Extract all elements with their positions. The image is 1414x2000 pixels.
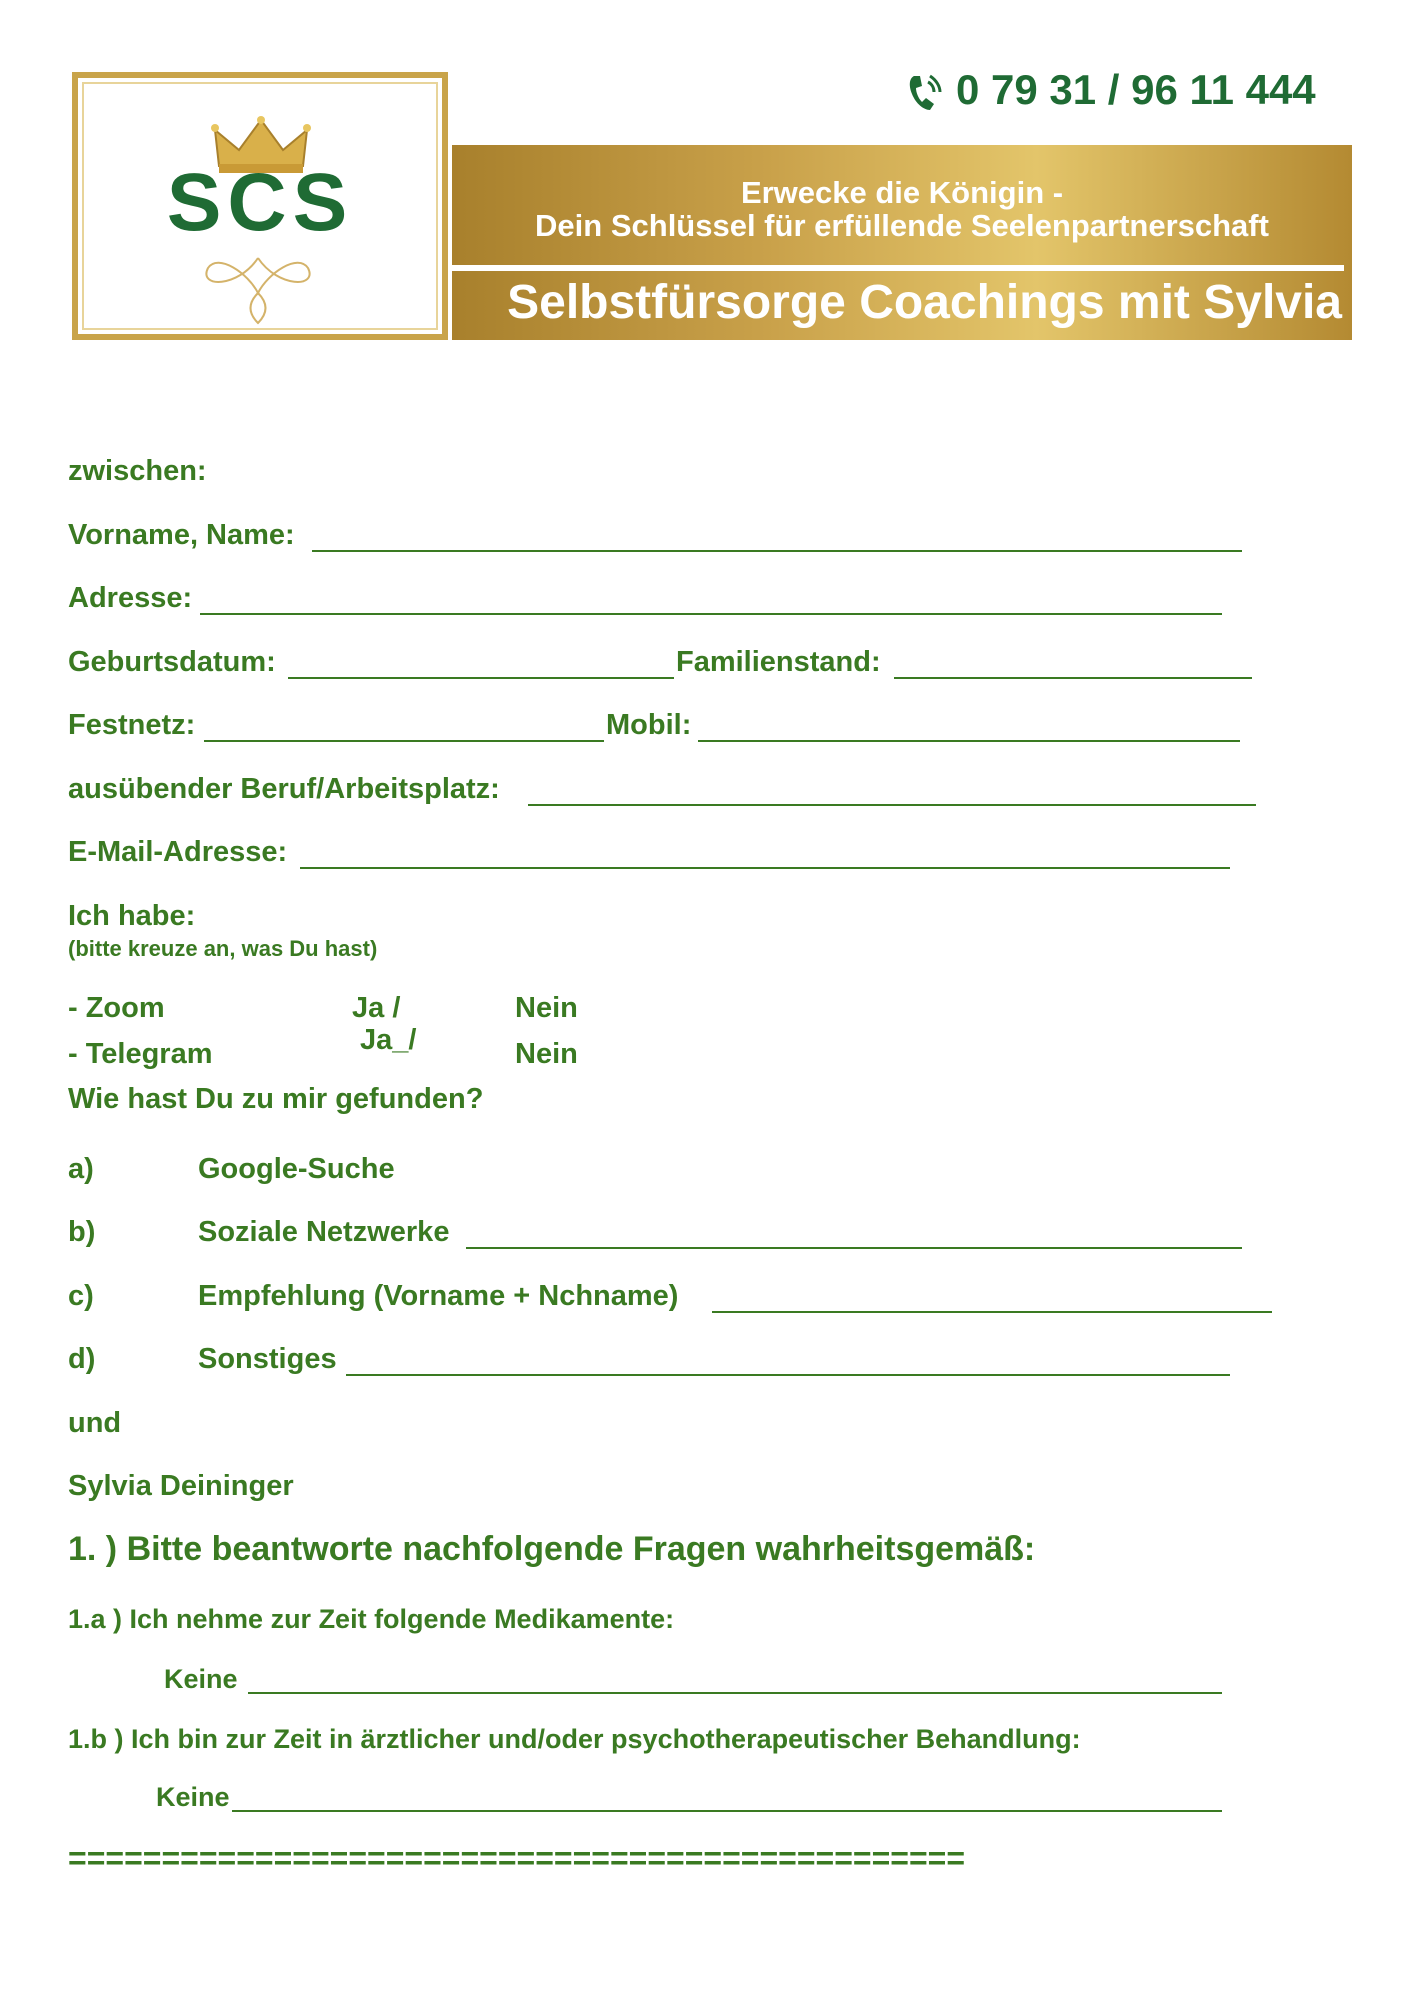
- coach-name: Sylvia Deininger: [68, 1470, 294, 1502]
- option-letter: d): [68, 1343, 96, 1375]
- marital-status-label: Familienstand:: [676, 646, 881, 678]
- option-other[interactable]: Sonstiges: [198, 1343, 337, 1375]
- question-1b: 1.b ) Ich bin zur Zeit in ärztlicher und/oder psychotherapeutischer Behandlung:: [68, 1724, 1081, 1754]
- social-field[interactable]: [466, 1247, 1242, 1249]
- answer-1a[interactable]: Keine: [164, 1664, 238, 1694]
- email-field[interactable]: [300, 867, 1230, 869]
- email-label: E-Mail-Adresse:: [68, 836, 288, 868]
- option-letter: a): [68, 1153, 94, 1185]
- tagline-line-2: Dein Schlüssel für erfüllende Seelenpartnerschaft: [535, 208, 1269, 243]
- logo-text: SCS: [166, 157, 354, 248]
- between-label: zwischen:: [68, 455, 207, 487]
- banner-title: Selbstfürsorge Coachings mit Sylvia: [507, 276, 1342, 329]
- answer-1b-field[interactable]: [232, 1810, 1222, 1812]
- tagline-line-1: Erwecke die Königin -: [740, 175, 1064, 210]
- mobile-field[interactable]: [698, 740, 1240, 742]
- telegram-no-option[interactable]: Nein: [515, 1038, 578, 1070]
- telegram-yes-option[interactable]: Ja_/: [360, 1024, 417, 1056]
- logo: [72, 72, 448, 340]
- section-divider: ================================================: [68, 1840, 965, 1876]
- and-label: und: [68, 1407, 122, 1439]
- phone-icon: [906, 72, 942, 114]
- birthdate-field[interactable]: [288, 677, 674, 679]
- option-letter: b): [68, 1216, 96, 1248]
- address-field[interactable]: [200, 613, 1222, 615]
- birthdate-label: Geburtsdatum:: [68, 646, 276, 678]
- header-banner: [452, 145, 1352, 340]
- landline-field[interactable]: [204, 740, 604, 742]
- marital-status-field[interactable]: [894, 677, 1252, 679]
- name-label: Vorname, Name:: [68, 519, 295, 551]
- option-letter: c): [68, 1280, 94, 1312]
- telegram-label: - Telegram: [68, 1038, 213, 1070]
- mobile-label: Mobil:: [606, 709, 692, 741]
- zoom-no-option[interactable]: Nein: [515, 992, 578, 1024]
- name-field[interactable]: [312, 550, 1242, 552]
- referral-field[interactable]: [712, 1311, 1272, 1313]
- flourish-ornament: [178, 248, 338, 328]
- answer-1b[interactable]: Keine: [156, 1782, 230, 1812]
- option-google[interactable]: Google-Suche: [198, 1153, 395, 1185]
- found-question: Wie hast Du zu mir gefunden?: [68, 1083, 484, 1115]
- have-label: Ich habe:: [68, 900, 196, 932]
- have-hint: (bitte kreuze an, was Du hast): [68, 936, 378, 961]
- zoom-label: - Zoom: [68, 992, 165, 1024]
- answer-1a-field[interactable]: [248, 1692, 1222, 1694]
- question-1a: 1.a ) Ich nehme zur Zeit folgende Medikamente:: [68, 1604, 675, 1634]
- zoom-yes-option[interactable]: Ja /: [352, 992, 401, 1024]
- other-field[interactable]: [346, 1374, 1230, 1376]
- option-referral[interactable]: Empfehlung (Vorname + Nchname): [198, 1280, 679, 1312]
- landline-label: Festnetz:: [68, 709, 196, 741]
- phone-number[interactable]: [906, 66, 1316, 114]
- job-label: ausübender Beruf/Arbeitsplatz:: [68, 773, 500, 805]
- option-social[interactable]: Soziale Netzwerke: [198, 1216, 450, 1248]
- address-label: Adresse:: [68, 582, 193, 614]
- banner-divider: [452, 265, 1344, 271]
- phone-number-text: 0 79 31 / 96 11 444: [956, 66, 1316, 113]
- section-1-heading: 1. ) Bitte beantworte nachfolgende Fragen wahrheitsgemäß:: [68, 1530, 1036, 1568]
- job-field[interactable]: [528, 804, 1256, 806]
